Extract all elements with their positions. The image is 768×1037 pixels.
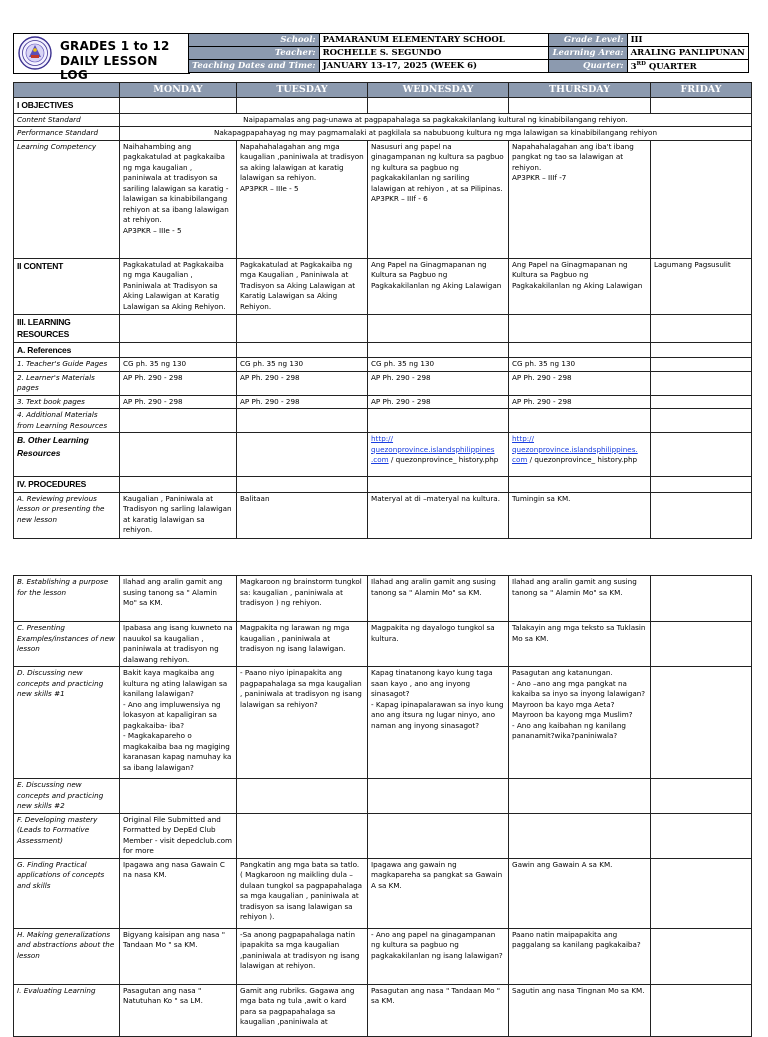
title-box <box>13 33 190 82</box>
tb-monday: AP Ph. 290 - 298 <box>120 395 237 409</box>
evaluating-learning-label: I. Evaluating Learning <box>14 984 120 1036</box>
examples-thursday: Talakayin ang mga teksto sa Tuklasin Mo sa KM. <box>509 622 651 667</box>
quezon-province-link[interactable]: http:// quezonprovince.islandsphilippines .com <box>371 434 495 465</box>
review-monday: Kaugalian , Paniniwala at Tradisyon ng sarling lalawigan at karatig lalawigan sa rehiyon. <box>120 492 237 538</box>
school-value: PAMARANUM ELEMENTARY SCHOOL <box>319 34 548 47</box>
lm-tuesday: AP Ph. 290 - 298 <box>237 371 368 395</box>
competency-friday <box>651 140 752 258</box>
learning-area-value: ARALING PANLIPUNAN <box>627 47 748 60</box>
content-standard-label: Content Standard <box>14 113 120 127</box>
grade-level-value: III <box>627 34 748 47</box>
title-line-1: GRADES 1 to 12 <box>60 39 170 53</box>
applications-tuesday: Pangkatin ang mga bata sa tatlo. ( Magkaroon ng maikling dula – dulaan tungkol sa pagpapahalaga sa mga kaugalian , paniniwala at tradisyon sa isang lalawigan sa rehiyon ). <box>237 858 368 928</box>
quarter-value: 3RD QUARTER <box>627 60 748 73</box>
generalizations-thursday: Paano natin maipapakita ang paggalang sa kanilang pagkakaiba? <box>509 928 651 984</box>
discussion-thursday: Pasagutan ang katanungan. - Ano –ano ang mga pangkat na kakaiba sa inyo sa inyong lalawigan? Mayroon ba kayo mga Aeta? Mayroon ba kayong mga Muslim? - Ano ang kaibahan ng kanilang pananamit?wika?paniniwala? <box>509 667 651 779</box>
deped-seal-icon <box>18 36 52 70</box>
lm-wednesday: AP Ph. 290 - 298 <box>368 371 509 395</box>
generalizations-wednesday: - Ano ang papel na ginagampanan ng kultura sa pagbuo ng pagkakakilanlan ng isang lalawigan? <box>368 928 509 984</box>
review-thursday: Tumingin sa KM. <box>509 492 651 538</box>
generalizations-tuesday: -Sa anong pagpapahalaga natin ipapakita sa mga kaugalian ,paniniwala at tradisyon ng isang lalawigan at rehiyon. <box>237 928 368 984</box>
practical-applications-label: G. Finding Practical applications of concepts and skills <box>14 858 120 928</box>
evaluation-thursday: Sagutin ang nasa Tingnan Mo sa KM. <box>509 984 651 1036</box>
grade-level-label: Grade Level: <box>548 34 627 47</box>
lm-monday: AP Ph. 290 - 298 <box>120 371 237 395</box>
school-label: School: <box>189 34 320 47</box>
tg-thursday: CG ph. 35 ng 130 <box>509 358 651 372</box>
lesson-table-part-1 <box>13 82 752 539</box>
examples-tuesday: Magpakita ng larawan ng mga kaugalian , paniniwala at tradisyon ng isang lalawigan. <box>237 622 368 667</box>
generalizations-monday: Bigyang kaisipan ang nasa " Tandaan Mo " sa KM. <box>120 928 237 984</box>
quarter-label: Quarter: <box>548 60 627 73</box>
generalizations-friday <box>651 928 752 984</box>
tb-thursday: AP Ph. 290 - 298 <box>509 395 651 409</box>
review-tuesday: Balitaan <box>237 492 368 538</box>
blank-header-cell <box>14 83 120 98</box>
purpose-monday: Ilahad ang aralin gamit ang susing tanong sa " Alamin Mo" sa KM. <box>120 576 237 622</box>
review-friday <box>651 492 752 538</box>
tb-tuesday: AP Ph. 290 - 298 <box>237 395 368 409</box>
day-header-row <box>14 83 752 98</box>
objectives-heading: I OBJECTIVES <box>14 98 120 113</box>
mastery-wednesday <box>368 813 509 858</box>
tg-monday: CG ph. 35 ng 130 <box>120 358 237 372</box>
tg-friday <box>651 358 752 372</box>
other-resources-thursday: http:// quezonprovince.islandsphilippines. com / quezonprovince_ history.php <box>509 433 651 477</box>
other-resources-label: B. Other Learning Resources <box>14 433 120 477</box>
tuesday-header: TUESDAY <box>237 83 368 98</box>
performance-standard-label: Performance Standard <box>14 127 120 141</box>
content-monday: Pagkakatulad at Pagkakaiba ng mga Kaugalian , Paniniwala at Tradisyon sa Aking Lalawigan at Karatig Lalawigan sa Aking Rehiyon. <box>120 258 237 314</box>
wednesday-header: WEDNESDAY <box>368 83 509 98</box>
examples-wednesday: Magpakita ng dayalogo tungkol sa kultura. <box>368 622 509 667</box>
monday-header: MONDAY <box>120 83 237 98</box>
applications-wednesday: Ipagawa ang gawain ng magkapareha sa pangkat sa Gawain A sa KM. <box>368 858 509 928</box>
friday-header: FRIDAY <box>651 83 752 98</box>
procedures-heading: IV. PROCEDURES <box>14 477 120 492</box>
competency-wednesday: Nasusuri ang papel na ginagampanan ng kultura sa pagbuo ng kultura sa pagbuo ng pagkakakilanlan ng sariling lalawigan at rehiyon , at sa Pilipinas. AP3PKR – IIIf - 6 <box>368 140 509 258</box>
presenting-examples-label: C. Presenting Examples/instances of new lesson <box>14 622 120 667</box>
applications-friday <box>651 858 752 928</box>
lm-friday <box>651 371 752 395</box>
dates-label: Teaching Dates and Time: <box>189 60 320 73</box>
competency-tuesday: Napahahalagahan ang mga kaugalian ,paniniwala at tradisyon sa aking lalawigan at karatig lalawigan sa rehiyon. AP3PKR – IIIe - 5 <box>237 140 368 258</box>
additional-materials-label: 4. Additional Materials from Learning Resources <box>14 409 120 433</box>
tg-wednesday: CG ph. 35 ng 130 <box>368 358 509 372</box>
lm-thursday: AP Ph. 290 - 298 <box>509 371 651 395</box>
content-standard-text: Naipapamalas ang pag-unawa at pagpapahalaga sa pagkakakilanlang kultural ng kinabibilangang rehiyon. <box>120 113 752 127</box>
quezon-province-link[interactable]: http:// quezonprovince.islandsphilippines. com <box>512 434 638 465</box>
discussion-wednesday: Kapag tinatanong kayo kung taga saan kayo , ano ang inyong sinasagot? - Kapag ipinapalarawan sa inyo kung ano ang itsura ng lugar ninyo, ano naman ang inyong sinasagot? <box>368 667 509 779</box>
tb-wednesday: AP Ph. 290 - 298 <box>368 395 509 409</box>
discussion-friday <box>651 667 752 779</box>
evaluation-monday: Pasagutan ang nasa " Natutuhan Ko " sa LM. <box>120 984 237 1036</box>
competency-thursday: Napahahalagahan ang iba't ibang pangkat ng tao sa lalawigan at rehiyon. AP3PKR – IIIf -7 <box>509 140 651 258</box>
purpose-friday <box>651 576 752 622</box>
tb-friday <box>651 395 752 409</box>
other-resources-wednesday: http:// quezonprovince.islandsphilippines .com / quezonprovince_ history.php <box>368 433 509 477</box>
lesson-table-part-2 <box>13 575 752 1037</box>
evaluation-wednesday: Pasagutan ang nasa " Tandaan Mo " sa KM. <box>368 984 509 1036</box>
establishing-purpose-label: B. Establishing a purpose for the lesson <box>14 576 120 622</box>
generalizations-label: H. Making generalizations and abstractions about the lesson <box>14 928 120 984</box>
evaluation-friday <box>651 984 752 1036</box>
purpose-thursday: Ilahad ang aralin gamit ang susing tanong sa " Alamin Mo" sa KM. <box>509 576 651 622</box>
textbook-pages-label: 3. Text book pages <box>14 395 120 409</box>
performance-standard-text: Nakapagpapahayag ng may pagmamalaki at pagkilala sa nabubuong kultura ng mga lalawigan sa kinabibilangang rehiyon <box>120 127 752 141</box>
lesson-log-header <box>13 33 751 82</box>
competency-monday: Naihahambing ang pagkakatulad at pagkakaiba ng mga kaugalian , paniniwala at tradisyon sa sariling lalawigan sa karatig -lalawigan sa kinabibilangang rehiyon at sa ibang lalawigan at rehiyon. AP3PKR – IIIe - 5 <box>120 140 237 258</box>
discussion-monday: Bakit kaya magkaiba ang kultura ng ating lalawigan sa kanilang lalawigan? - Ano ang impluwensiya ng lokasyon at kapaligiran sa pagkakaiba- iba? - Magkakapareho o magkakaiba baa ng magiging karanasan kapag namuhay ka sa ibang lalawigan? <box>120 667 237 779</box>
tg-tuesday: CG ph. 35 ng 130 <box>237 358 368 372</box>
evaluation-tuesday: Gamit ang rubriks. Gagawa ang mga bata ng tula ,awit o kard para sa pagpapahalaga sa kaugalian ,paniniwala at <box>237 984 368 1036</box>
teacher-label: Teacher: <box>189 47 320 60</box>
learning-area-label: Learning Area: <box>548 47 627 60</box>
mastery-friday <box>651 813 752 858</box>
content-friday: Lagumang Pagsusulit <box>651 258 752 314</box>
content-tuesday: Pagkakatulad at Pagkakaiba ng mga Kaugalian , Paniniwala at Tradisyon sa Aking Lalawigan at Karatig Lalawigan sa Aking Rehiyon. <box>237 258 368 314</box>
examples-monday: Ipabasa ang isang kuwneto na nauukol sa kaugalian , paniniwala at tradisyon ng dalawang rehiyon. <box>120 622 237 667</box>
applications-thursday: Gawin ang Gawain A sa KM. <box>509 858 651 928</box>
purpose-wednesday: Ilahad ang aralin gamit ang susing tanong sa " Alamin Mo" sa KM. <box>368 576 509 622</box>
references-heading: A. References <box>14 342 120 357</box>
content-wednesday: Ang Papel na Ginagmapanan ng Kultura sa Pagbuo ng Pagkakakilanlan ng Aking Lalawigan <box>368 258 509 314</box>
learning-resources-heading: III. LEARNING RESOURCES <box>14 314 120 342</box>
dates-value: JANUARY 13-17, 2025 (WEEK 6) <box>319 60 548 73</box>
mastery-tuesday <box>237 813 368 858</box>
examples-friday <box>651 622 752 667</box>
review-wednesday: Materyal at di –materyal na kultura. <box>368 492 509 538</box>
discussing-concepts-2-label: E. Discussing new concepts and practicing new skills #2 <box>14 779 120 814</box>
content-thursday: Ang Papel na Ginagmapanan ng Kultura sa Pagbuo ng Pagkakakilanlan ng Aking Lalawigan <box>509 258 651 314</box>
discussing-concepts-1-label: D. Discussing new concepts and practicing new skills #1 <box>14 667 120 779</box>
applications-monday: Ipagawa ang nasa Gawain C na nasa KM. <box>120 858 237 928</box>
title-line-2: DAILY LESSON LOG <box>60 54 158 82</box>
mastery-thursday <box>509 813 651 858</box>
discussion-tuesday: - Paano niyo ipinapakita ang pagpapahalaga sa mga kaugalian , paniniwala at tradisyon ng isang lalawigan sa rehiyon? <box>237 667 368 779</box>
learning-competency-label: Learning Competency <box>14 140 120 258</box>
teachers-guide-label: 1. Teacher's Guide Pages <box>14 358 120 372</box>
purpose-tuesday: Magkaroon ng brainstorm tungkol sa: kaugalian , paniniwala at tradisyon ) ng rehiyon. <box>237 576 368 622</box>
reviewing-lesson-label: A. Reviewing previous lesson or presenting the new lesson <box>14 492 120 538</box>
content-heading: II CONTENT <box>14 258 120 314</box>
learners-materials-label: 2. Learner's Materials pages <box>14 371 120 395</box>
developing-mastery-label: F. Developing mastery (Leads to Formative Assessment) <box>14 813 120 858</box>
header-info-table <box>188 33 749 73</box>
thursday-header: THURSDAY <box>509 83 651 98</box>
mastery-monday: Original File Submitted and Formatted by DepEd Club Member - visit depedclub.com for more <box>120 813 237 858</box>
teacher-value: ROCHELLE S. SEGUNDO <box>319 47 548 60</box>
